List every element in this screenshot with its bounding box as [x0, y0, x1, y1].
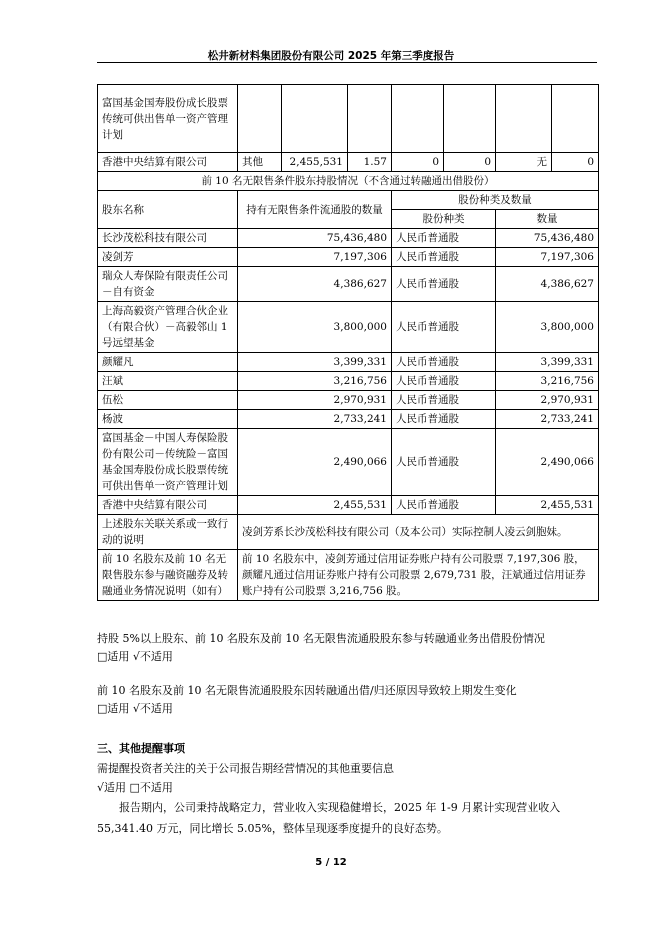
share-type: 人民币普通股 — [392, 302, 496, 353]
shareholder-name: 伍松 — [98, 391, 238, 410]
table-row — [98, 372, 599, 391]
shareholder-name: 富国基金－中国人寿保险股份有限公司－传统险－富国基金国寿股份成长股票传统可供出售单一资产管理计划 — [98, 429, 238, 496]
other-paragraph: 报告期内，公司秉持战略定力，营业收入实现稳健增长，2025 年 1-9 月累计实现营业收入 55,341.40 万元，同比增长 5.05%，整体呈现逐季度提升的良好态势。 — [97, 801, 561, 835]
unrestricted-qty: 3,399,331 — [238, 353, 392, 372]
share-type: 人民币普通股 — [392, 429, 496, 496]
shareholder-name: 香港中央结算有限公司 — [98, 153, 238, 172]
share-amount: 2,455,531 — [496, 496, 599, 515]
share-amount: 2,733,241 — [496, 410, 599, 429]
unrestricted-qty: 4,386,627 — [238, 267, 392, 302]
relation-text: 凌剑芳系长沙茂松科技有限公司（及本公司）实际控制人凌云剑胞妹。 — [238, 515, 599, 550]
col-share-type: 股份种类 — [392, 210, 496, 229]
unrestricted-qty: 2,733,241 — [238, 410, 392, 429]
table-row — [98, 515, 599, 550]
share-amount: 3,216,756 — [496, 372, 599, 391]
share-amount: 3,800,000 — [496, 302, 599, 353]
margin-label: 前 10 名股东及前 10 名无限售股东参与融资融券及转融通业务情况说明（如有） — [98, 550, 238, 601]
relation-label: 上述股东关联关系或一致行动的说明 — [98, 515, 238, 550]
table-row — [98, 429, 599, 496]
shareholder-name: 杨波 — [98, 410, 238, 429]
shareholder-name: 颜耀凡 — [98, 353, 238, 372]
shareholder-name: 富国基金国寿股份成长股票传统可供出售单一资产管理计划 — [98, 85, 238, 153]
page-number: 5 / 12 — [315, 857, 347, 868]
share-type: 人民币普通股 — [392, 229, 496, 248]
shareholder-name: 凌剑芳 — [98, 248, 238, 267]
table-row — [98, 496, 599, 515]
share-amount: 7,197,306 — [496, 248, 599, 267]
share-count: 2,455,531 — [282, 153, 348, 172]
column-header-row — [98, 191, 599, 210]
col-shareholder-name: 股东名称 — [98, 191, 238, 229]
other-options: √适用 □不适用 — [97, 781, 173, 794]
table-row — [98, 391, 599, 410]
change-note-options: □适用 √不适用 — [97, 702, 173, 715]
margin-text: 前 10 名股东中，凌剑芳通过信用证券账户持有公司股票 7,197,306 股，颜耀凡通过信用证券账户持有公司股票 2,679,731 股，汪斌通过信用证券账户持有公司股票 3,216,756 股。 — [238, 550, 599, 601]
restricted-incl-lent: 0 — [444, 153, 496, 172]
col-unrestricted-qty: 持有无限售条件流通股的数量 — [238, 191, 392, 229]
section-title: 前 10 名无限售条件股东持股情况（不含通过转融通出借股份） — [98, 172, 599, 191]
other-intro: 需提醒投资者关注的关于公司报告期经营情况的其他重要信息 — [97, 762, 394, 775]
unrestricted-qty: 2,490,066 — [238, 429, 392, 496]
pledge-qty: 0 — [552, 153, 599, 172]
share-type: 人民币普通股 — [392, 353, 496, 372]
table-row — [98, 302, 599, 353]
table-row — [98, 229, 599, 248]
unrestricted-qty: 75,436,480 — [238, 229, 392, 248]
table-row — [98, 410, 599, 429]
col-amount: 数量 — [496, 210, 599, 229]
table-row — [98, 85, 599, 153]
shareholder-name: 上海高毅资产管理合伙企业（有限合伙）－高毅邻山 1 号远望基金 — [98, 302, 238, 353]
shareholder-name: 长沙茂松科技有限公司 — [98, 229, 238, 248]
table-row — [98, 267, 599, 302]
share-type: 人民币普通股 — [392, 391, 496, 410]
share-type: 人民币普通股 — [392, 267, 496, 302]
share-type: 人民币普通股 — [392, 372, 496, 391]
header-divider — [97, 62, 597, 63]
share-amount: 4,386,627 — [496, 267, 599, 302]
lending-note-options: □适用 √不适用 — [97, 650, 173, 663]
table-row — [98, 353, 599, 372]
share-type: 人民币普通股 — [392, 248, 496, 267]
shareholder-name: 瑞众人寿保险有限责任公司－自有资金 — [98, 267, 238, 302]
restricted-count: 0 — [392, 153, 444, 172]
unrestricted-qty: 3,216,756 — [238, 372, 392, 391]
share-amount: 3,399,331 — [496, 353, 599, 372]
lending-note — [97, 630, 545, 666]
lending-note-title: 持股 5%以上股东、前 10 名股东及前 10 名无限售流通股股东参与转融通业务出借股份情况 — [97, 632, 545, 645]
change-note — [97, 682, 517, 718]
report-header: 松井新材料集团股份有限公司 2025 年第三季度报告 — [207, 50, 455, 62]
unrestricted-qty: 3,800,000 — [238, 302, 392, 353]
share-amount: 2,970,931 — [496, 391, 599, 410]
section-title-row — [98, 172, 599, 191]
col-share-type-group: 股份种类及数量 — [392, 191, 599, 210]
share-pct: 1.57 — [348, 153, 392, 172]
change-note-title: 前 10 名股东及前 10 名无限售流通股股东因转融通出借/归还原因导致较上期发生变化 — [97, 684, 517, 697]
unrestricted-qty: 2,455,531 — [238, 496, 392, 515]
shareholder-nature: 其他 — [238, 153, 282, 172]
section-heading: 三、其他提醒事项 — [97, 742, 185, 755]
table-row — [98, 153, 599, 172]
unrestricted-qty: 2,970,931 — [238, 391, 392, 410]
share-amount: 2,490,066 — [496, 429, 599, 496]
unrestricted-qty: 7,197,306 — [238, 248, 392, 267]
table-row — [98, 550, 599, 601]
share-type: 人民币普通股 — [392, 496, 496, 515]
shareholder-name: 香港中央结算有限公司 — [98, 496, 238, 515]
table-row — [98, 248, 599, 267]
shareholder-table — [97, 84, 599, 601]
pledge-status: 无 — [496, 153, 552, 172]
share-type: 人民币普通股 — [392, 410, 496, 429]
shareholder-name: 汪斌 — [98, 372, 238, 391]
share-amount: 75,436,480 — [496, 229, 599, 248]
